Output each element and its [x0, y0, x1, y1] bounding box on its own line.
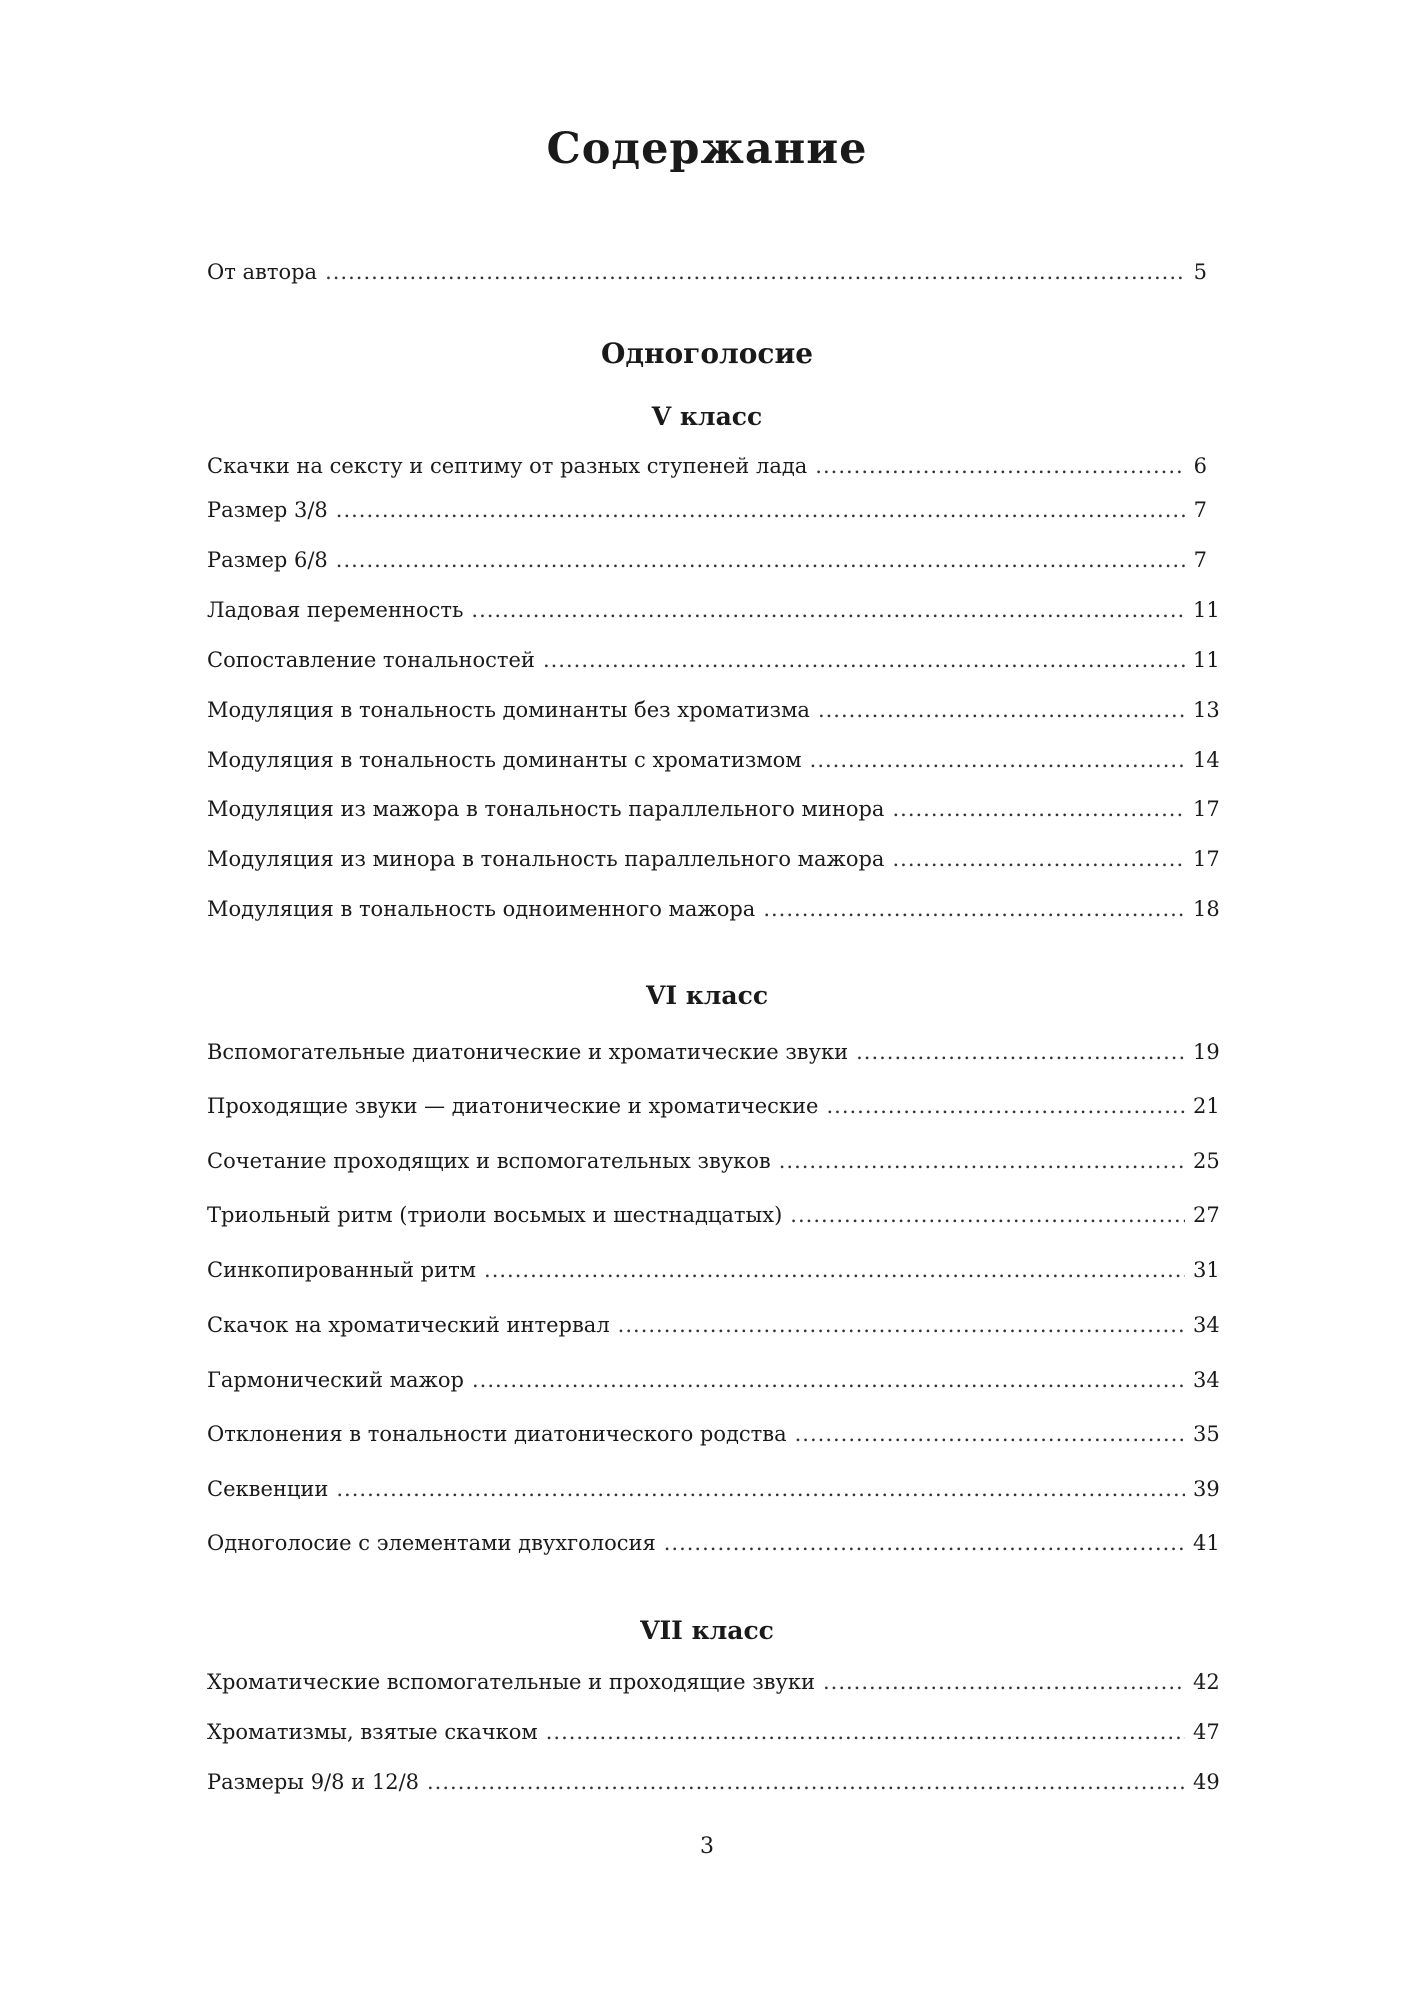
toc-entry[interactable]	[207, 895, 1220, 923]
toc-entry-label: Синкопированный ритм	[207, 1258, 477, 1282]
toc-entry-page: 13	[1193, 698, 1220, 722]
dot-leader	[427, 1768, 1185, 1796]
toc-entry-page: 34	[1193, 1313, 1220, 1337]
toc-entry-label: Триольный ритм (триоли восьмых и шестнадцатых)	[207, 1203, 783, 1227]
toc-entry[interactable]	[207, 1201, 1220, 1229]
toc-entry-label: Вспомогательные диатонические и хроматические звуки	[207, 1040, 849, 1064]
dot-leader	[471, 596, 1185, 624]
toc-entry-page: 17	[1193, 847, 1220, 871]
toc-entry-label: Скачок на хроматический интервал	[207, 1313, 610, 1337]
toc-entry-label: Размер 6/8	[207, 548, 328, 572]
toc-entry-page: 49	[1193, 1770, 1220, 1794]
toc-entry-page: 27	[1193, 1203, 1220, 1227]
toc-entry-page: 19	[1193, 1040, 1220, 1064]
toc-entry-page: 7	[1193, 498, 1207, 522]
dot-leader	[795, 1420, 1185, 1448]
toc-entry[interactable]	[207, 1420, 1220, 1448]
dot-leader	[779, 1147, 1185, 1175]
toc-entry-page: 7	[1193, 548, 1207, 572]
toc-entry-page: 21	[1193, 1094, 1220, 1118]
toc-entry-label: Хроматизмы, взятые скачком	[207, 1720, 538, 1744]
dot-leader	[336, 496, 1185, 524]
dot-leader	[815, 452, 1185, 480]
dot-leader	[484, 1256, 1185, 1284]
dot-leader	[892, 845, 1185, 873]
toc-entry-page: 25	[1193, 1149, 1220, 1173]
toc-entry[interactable]	[207, 596, 1220, 624]
toc-entry-page: 6	[1193, 454, 1207, 478]
toc-entry[interactable]	[207, 1256, 1220, 1284]
toc-entry[interactable]	[207, 746, 1220, 774]
toc-entry-label: Модуляция в тональность доминанты с хроматизмом	[207, 748, 802, 772]
toc-entry-page: 11	[1193, 598, 1220, 622]
page-number: 3	[700, 1834, 714, 1859]
toc-entry-page: 31	[1193, 1258, 1220, 1282]
toc-entry[interactable]	[207, 546, 1207, 574]
toc-entry-label: Одноголосие с элементами двухголосия	[207, 1531, 656, 1555]
dot-leader	[763, 895, 1185, 923]
dot-leader	[472, 1366, 1185, 1394]
toc-entry-page: 18	[1193, 897, 1220, 921]
toc-entry-label: Размеры 9/8 и 12/8	[207, 1770, 419, 1794]
toc-entry[interactable]	[207, 1475, 1220, 1503]
dot-leader	[818, 696, 1185, 724]
toc-entry-page: 14	[1193, 748, 1220, 772]
toc-entry-label: Отклонения в тональности диатонического родства	[207, 1422, 787, 1446]
toc-entry-page: 5	[1193, 260, 1207, 284]
toc-entry-label: Проходящие звуки — диатонические и хроматические	[207, 1094, 819, 1118]
toc-entry-page: 11	[1193, 648, 1220, 672]
toc-entry[interactable]	[207, 1718, 1220, 1746]
toc-entry[interactable]	[207, 1529, 1220, 1557]
toc-entry-label: Модуляция из мажора в тональность параллельного минора	[207, 797, 885, 821]
toc-entry-page: 35	[1193, 1422, 1220, 1446]
toc-entry-label: Сочетание проходящих и вспомогательных звуков	[207, 1149, 771, 1173]
toc-entry-label: Секвенции	[207, 1477, 329, 1501]
toc-entry-label: Модуляция в тональность доминанты без хроматизма	[207, 698, 810, 722]
toc-entry[interactable]	[207, 646, 1220, 674]
class-heading-7: VII класс	[640, 1616, 774, 1645]
dot-leader	[892, 795, 1185, 823]
toc-entry[interactable]	[207, 845, 1220, 873]
dot-leader	[618, 1311, 1185, 1339]
toc-entry-label: Скачки на сексту и септиму от разных ступеней лада	[207, 454, 808, 478]
dot-leader	[336, 546, 1185, 574]
toc-entry-label: Модуляция в тональность одноименного мажора	[207, 897, 756, 921]
toc-entry[interactable]	[207, 696, 1220, 724]
toc-entry[interactable]	[207, 1311, 1220, 1339]
toc-entry[interactable]	[207, 795, 1220, 823]
dot-leader	[826, 1092, 1185, 1120]
toc-entry-page: 42	[1193, 1670, 1220, 1694]
dot-leader	[664, 1529, 1185, 1557]
dot-leader	[823, 1668, 1185, 1696]
toc-entry[interactable]	[207, 1366, 1220, 1394]
toc-entry-label: Модуляция из минора в тональность параллельного мажора	[207, 847, 885, 871]
toc-entry-label: Сопоставление тональностей	[207, 648, 535, 672]
toc-entry[interactable]	[207, 1147, 1220, 1175]
toc-entry-intro[interactable]	[207, 258, 1207, 286]
toc-entry[interactable]	[207, 1768, 1220, 1796]
toc-entry[interactable]	[207, 452, 1207, 480]
toc-entry[interactable]	[207, 496, 1207, 524]
toc-entry[interactable]	[207, 1092, 1220, 1120]
toc-entry[interactable]	[207, 1038, 1220, 1066]
dot-leader	[790, 1201, 1185, 1229]
dot-leader	[543, 646, 1185, 674]
toc-entry-label: Хроматические вспомогательные и проходящие звуки	[207, 1670, 815, 1694]
toc-entry-page: 39	[1193, 1477, 1220, 1501]
dot-leader	[546, 1718, 1185, 1746]
page-title: Содержание	[546, 124, 868, 174]
toc-entry[interactable]	[207, 1668, 1220, 1696]
toc-entry-page: 41	[1193, 1531, 1220, 1555]
dot-leader	[336, 1475, 1185, 1503]
toc-entry-label: Размер 3/8	[207, 498, 328, 522]
toc-entry-label: От автора	[207, 260, 318, 284]
toc-entry-page: 47	[1193, 1720, 1220, 1744]
toc-entry-page: 17	[1193, 797, 1220, 821]
dot-leader	[325, 258, 1185, 286]
toc-entry-label: Гармонический мажор	[207, 1368, 464, 1392]
dot-leader	[856, 1038, 1185, 1066]
toc-entry-label: Ладовая переменность	[207, 598, 464, 622]
toc-entry-page: 34	[1193, 1368, 1220, 1392]
section-heading: Одноголосие	[600, 337, 814, 370]
dot-leader	[810, 746, 1185, 774]
class-heading-6: VI класс	[645, 981, 769, 1010]
class-heading-5: V класс	[651, 402, 763, 431]
